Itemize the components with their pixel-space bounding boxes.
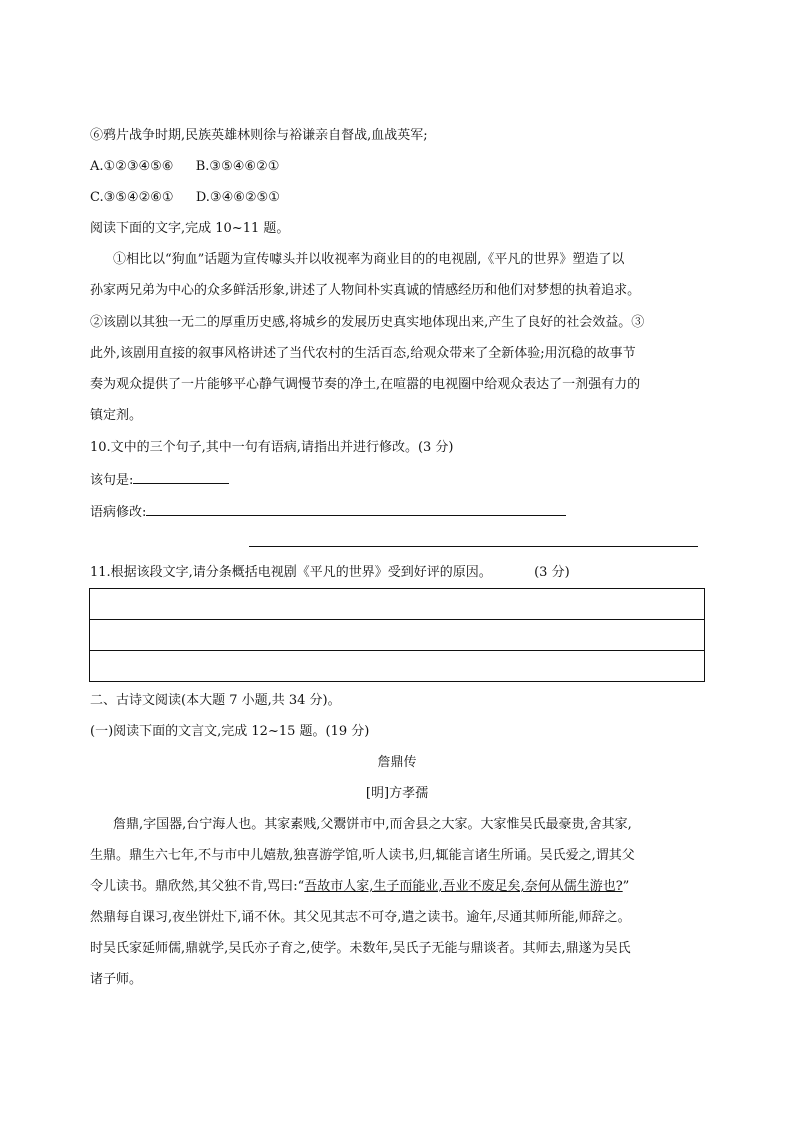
classical-segment: 令儿读书。鼎欣然,其父独不肯,骂曰:“ [90, 879, 305, 894]
option-c[interactable]: C.③⑤④②⑥① [90, 190, 174, 205]
question-item-6: ⑥鸦片战争时期,民族英雄林则徐与裕谦亲自督战,血战英军; [90, 128, 428, 143]
underlined-sentence: 吾故市人家,生子而能业,吾业不废足矣,奈何从儒生游也? [304, 879, 623, 894]
q10-sentence-row [90, 469, 229, 491]
section-2-heading: 二、古诗文阅读(本大题 7 小题,共 34 分)。 [90, 693, 341, 708]
question-11 [90, 563, 570, 583]
answer-row[interactable] [90, 620, 704, 651]
classical-line: 生鼎。鼎生六七年,不与市中儿嬉敖,独喜游学馆,听人读书,归,辄能言诸生所诵。吴氏爱之,谓其父 [90, 848, 635, 863]
q10-fix-label: 语病修改: [90, 505, 147, 520]
question-10: 10.文中的三个句子,其中一句有语病,请指出并进行修改。(3 分) [90, 440, 454, 455]
passage-line: 镇定剂。 [90, 408, 143, 423]
classical-line: 詹鼎,字国器,台宁海人也。其家素贱,父鬻饼市中,而舍县之大家。大家惟吴氏最豪贵,舍其家, [113, 817, 632, 832]
subsection-1-heading: (一)阅读下面的文言文,完成 12~15 题。(19 分) [90, 724, 370, 739]
option-d[interactable]: D.③④⑥②⑤① [195, 190, 280, 205]
passage-line: ①相比以“狗血”话题为宣传噱头并以收视率为商业目的的电视剧,《平凡的世界》塑造了以 [113, 252, 625, 267]
q11-answer-box [89, 588, 705, 682]
classical-line: 诸子师。 [90, 972, 143, 987]
classical-line: 时吴氏家延师儒,鼎就学,吴氏亦子育之,使学。未数年,吴氏子无能与鼎谈者。其师去,鼎遂为吴氏 [90, 941, 631, 956]
answer-row[interactable] [90, 651, 704, 682]
passage-line: 此外,该剧用直接的叙事风格讲述了当代农村的生活百态,给观众带来了全新体验;用沉稳的故事节 [90, 346, 636, 361]
options-row-2 [90, 188, 280, 208]
option-b[interactable]: B.③⑤④⑥②① [195, 159, 280, 174]
q10-fix-row [90, 501, 566, 523]
options-row-1 [90, 157, 279, 177]
question-11-score: (3 分) [534, 565, 570, 580]
q10-sentence-label: 该句是: [90, 473, 134, 488]
text-title: 詹鼎传 [377, 755, 417, 770]
answer-row[interactable] [90, 589, 704, 620]
classical-line: 然鼎每自课习,夜坐饼灶下,诵不休。其父见其志不可夺,遣之读书。逾年,尽通其师所能,师辞之。 [90, 910, 631, 925]
passage-line: 孙家两兄弟为中心的众多鲜活形象,讲述了人物间朴实真诚的情感经历和他们对梦想的执着追求。 [90, 283, 641, 298]
option-a[interactable]: A.①②③④⑤⑥ [90, 159, 174, 174]
passage-line: 奏为观众提供了一片能够平心静气调慢节奏的净土,在喧嚣的电视圈中给观众表达了一剂强有力的 [90, 377, 641, 392]
q10-sentence-blank[interactable] [133, 469, 229, 484]
text-author: [明]方孝孺 [365, 786, 429, 801]
classical-segment: ” [622, 879, 630, 894]
question-11-text: 11.根据该段文字,请分条概括电视剧《平凡的世界》受到好评的原因。 [90, 565, 492, 580]
q10-fix-blank-2[interactable] [249, 546, 698, 547]
q10-fix-blank[interactable] [146, 501, 566, 516]
reading-instruction: 阅读下面的文字,完成 10~11 题。 [90, 221, 290, 236]
passage-line: ②该剧以其独一无二的厚重历史感,将城乡的发展历史真实地体现出来,产生了良好的社会效益。③ [90, 315, 645, 330]
classical-line [90, 877, 629, 897]
